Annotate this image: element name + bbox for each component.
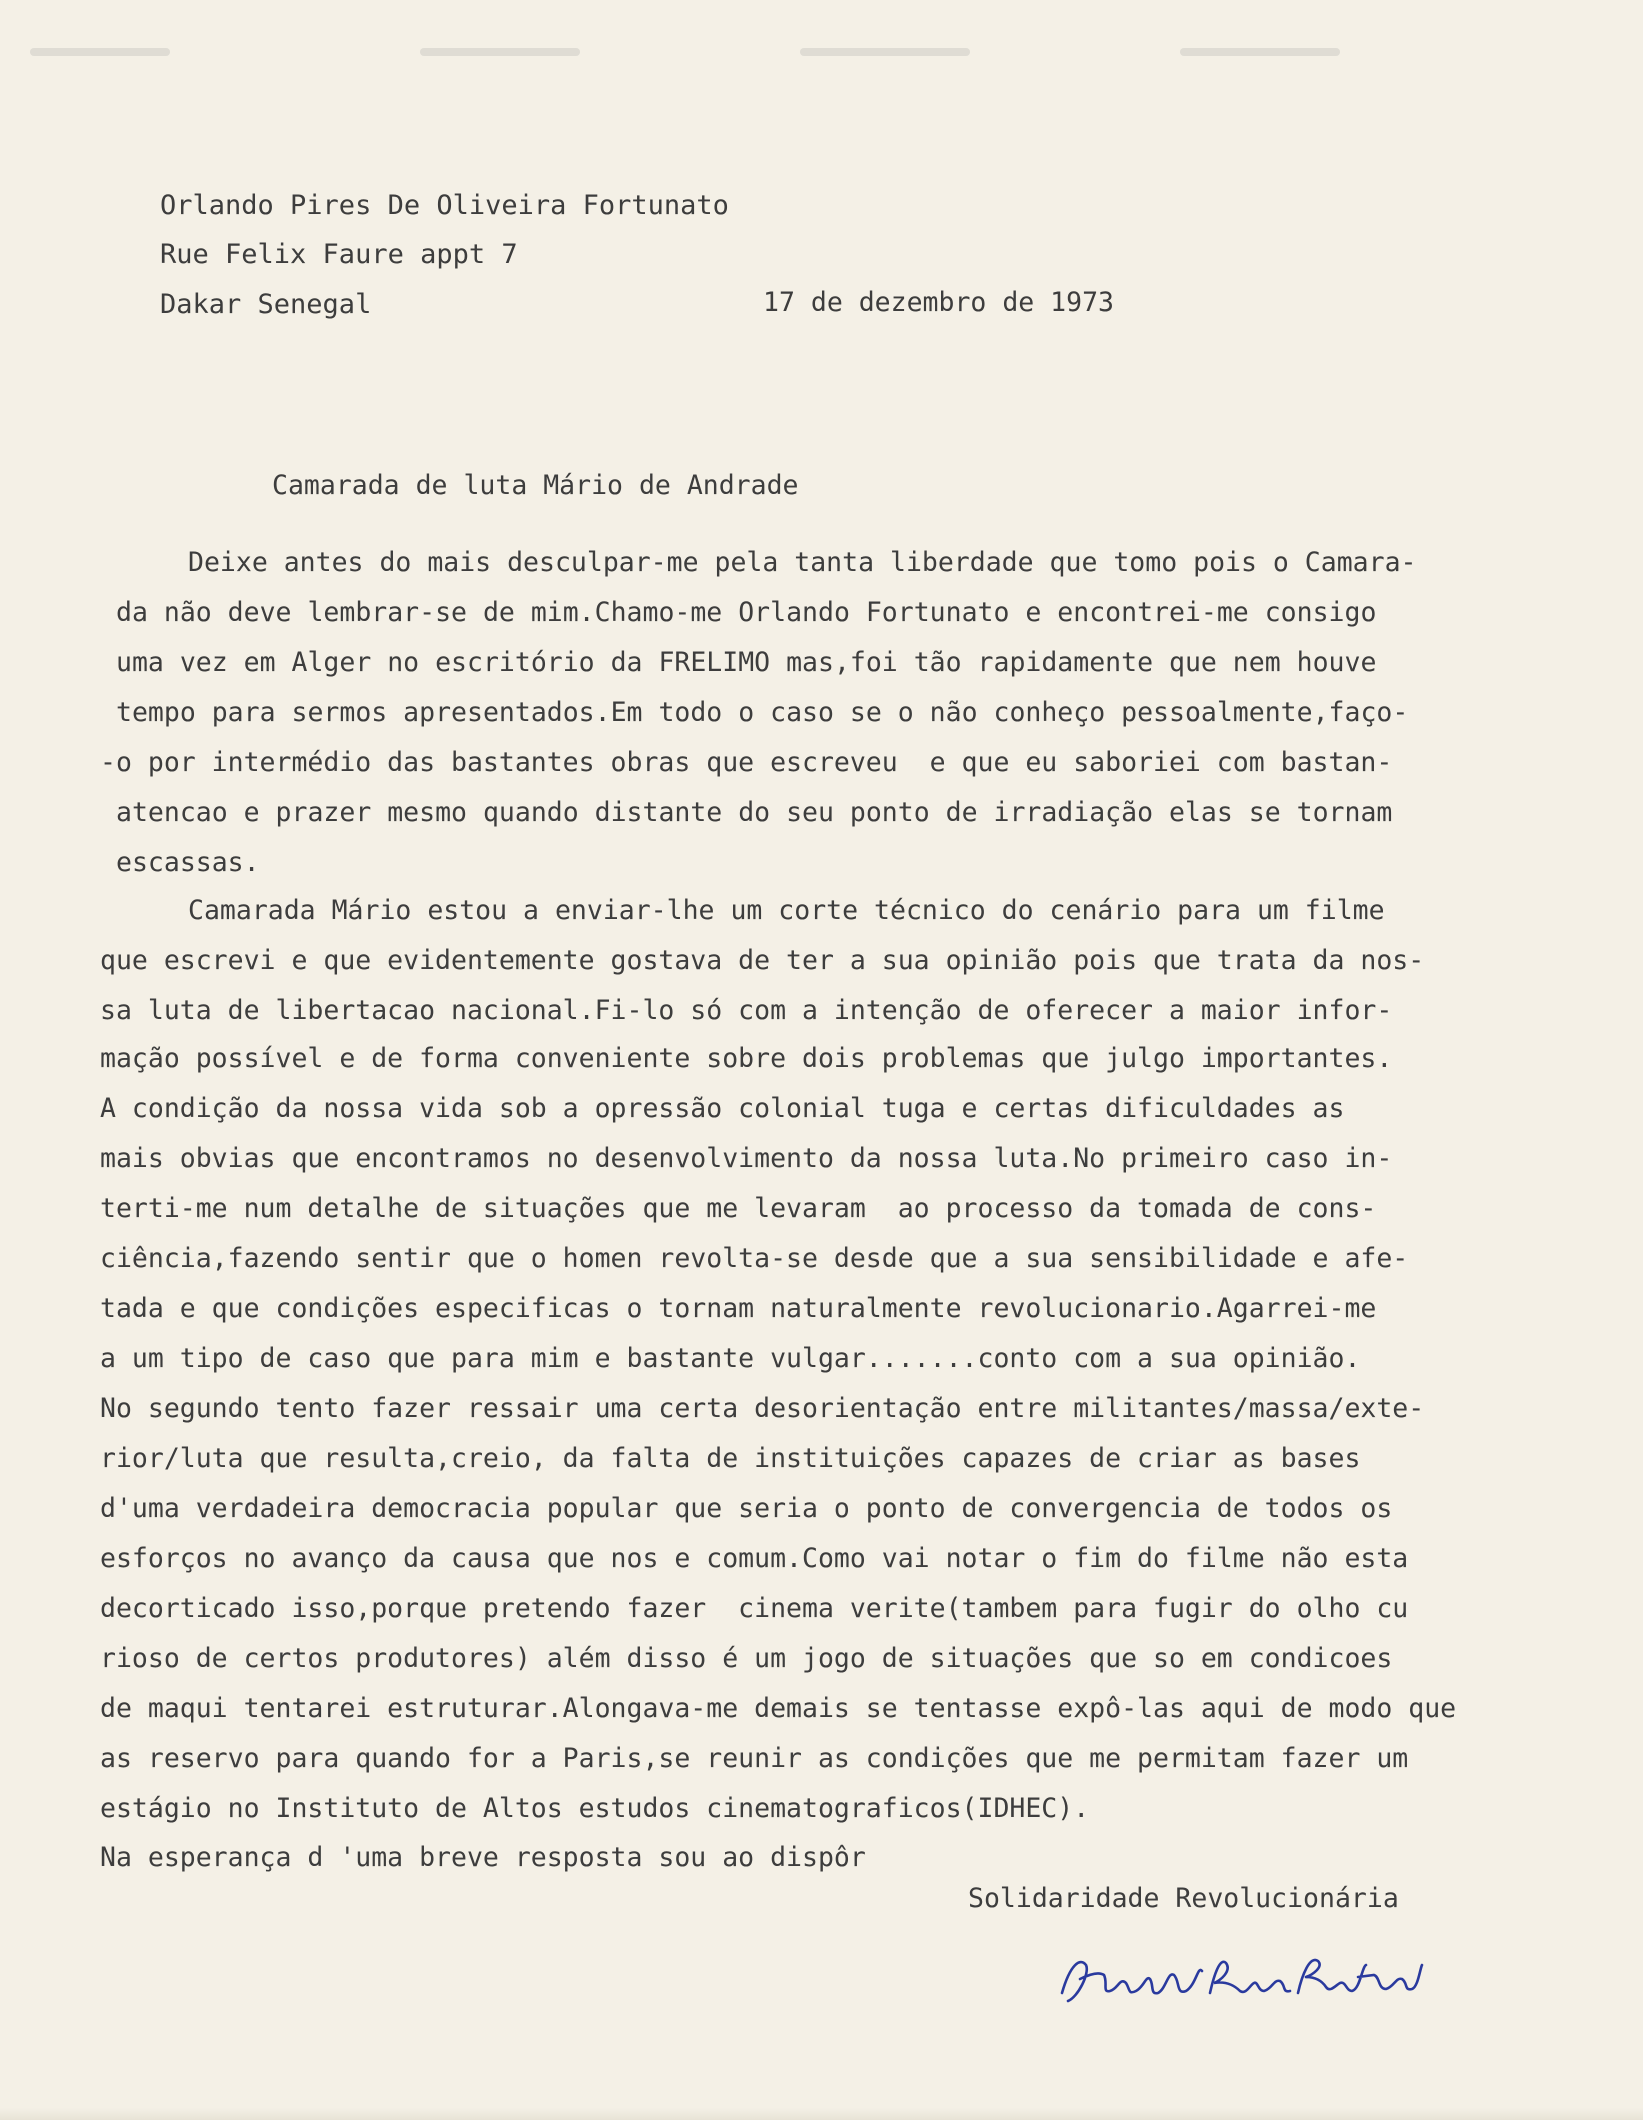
paper-bottom-edge [0, 2108, 1643, 2120]
body-line: -o por intermédio das bastantes obras que escreveu e que eu saboriei com bastan- [100, 747, 1393, 778]
body-line: rior/luta que resulta,creio, da falta de instituições capazes de criar as bases [100, 1443, 1361, 1474]
paper-smudge [420, 48, 580, 56]
letter-date: 17 de dezembro de 1973 [763, 287, 1114, 318]
body-line: tempo para sermos apresentados.Em todo o caso se o não conheço pessoalmente,faço- [116, 697, 1409, 728]
paper-smudge [1180, 48, 1340, 56]
body-line: mais obvias que encontramos no desenvolvimento da nossa luta.No primeiro caso in- [100, 1143, 1393, 1174]
body-line: ciência,fazendo sentir que o homen revolta-se desde que a sua sensibilidade e afe- [100, 1243, 1409, 1274]
body-line: Na esperança d 'uma breve resposta sou ao dispôr [100, 1842, 866, 1873]
body-line: de maqui tentarei estruturar.Alongava-me demais se tentasse expô-las aqui de modo que [100, 1693, 1457, 1724]
body-line: No segundo tento fazer ressair uma certa desorientação entre militantes/massa/exte- [100, 1393, 1425, 1424]
body-line: as reservo para quando for a Paris,se reunir as condições que me permitam fazer um [100, 1743, 1409, 1774]
handwritten-signature [1050, 1935, 1430, 2015]
body-line: decorticado isso,porque pretendo fazer cinema verite(tambem para fugir do olho cu [100, 1593, 1409, 1624]
body-line: que escrevi e que evidentemente gostava de ter a sua opinião pois que trata da nos- [100, 945, 1425, 976]
body-line: terti-me num detalhe de situações que me levaram ao processo da tomada de cons- [100, 1193, 1377, 1224]
paper-smudge [30, 48, 170, 56]
body-line: Deixe antes do mais desculpar-me pela tanta liberdade que tomo pois o Camara- [188, 547, 1417, 578]
body-line: tada e que condições especificas o tornam naturalmente revolucionario.Agarrei-me [100, 1293, 1377, 1324]
body-line: estágio no Instituto de Altos estudos cinematograficos(IDHEC). [100, 1793, 1090, 1824]
body-line: escassas. [116, 847, 260, 878]
body-line: a um tipo de caso que para mim e bastante vulgar.......conto com a sua opinião. [100, 1343, 1361, 1374]
salutation: Camarada de luta Mário de Andrade [272, 470, 799, 501]
body-line: d'uma verdadeira democracia popular que seria o ponto de convergencia de todos os [100, 1493, 1393, 1524]
body-line: A condição da nossa vida sob a opressão colonial tuga e certas dificuldades as [100, 1093, 1345, 1124]
body-line: atencao e prazer mesmo quando distante do seu ponto de irradiação elas se tornam [116, 797, 1393, 828]
body-line: mação possível e de forma conveniente sobre dois problemas que julgo importantes. [100, 1043, 1393, 1074]
body-line: esforços no avanço da causa que nos e comum.Como vai notar o fim do filme não esta [100, 1543, 1409, 1574]
body-line: rioso de certos produtores) além disso é um jogo de situações que so em condicoes [100, 1643, 1393, 1674]
body-line: Camarada Mário estou a enviar-lhe um corte técnico do cenário para um filme [188, 895, 1385, 926]
body-line: sa luta de libertacao nacional.Fi-lo só com a intenção de oferecer a maior infor- [100, 995, 1393, 1026]
sender-street: Rue Felix Faure appt 7 [160, 239, 518, 270]
sender-name: Orlando Pires De Oliveira Fortunato [160, 190, 729, 221]
sender-city: Dakar Senegal [160, 289, 372, 320]
closing: Solidaridade Revolucionária [968, 1883, 1399, 1914]
body-line: da não deve lembrar-se de mim.Chamo-me Orlando Fortunato e encontrei-me consigo [116, 597, 1377, 628]
paper-smudge [800, 48, 970, 56]
body-line: uma vez em Alger no escritório da FRELIMO mas,foi tão rapidamente que nem houve [116, 647, 1377, 678]
